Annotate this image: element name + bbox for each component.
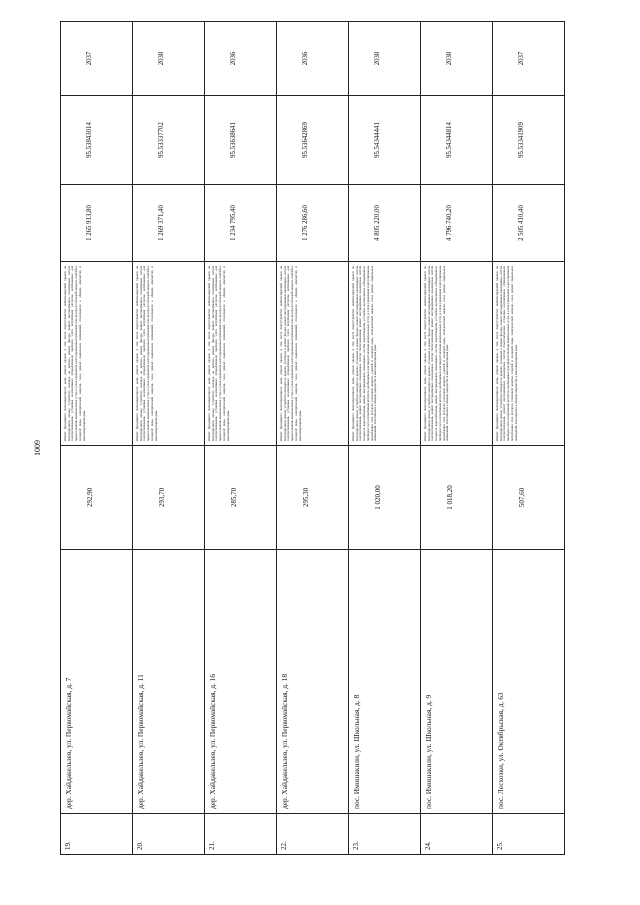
address-cell: дер. Хайдакельзев, ул. Первомайская, д. 18 bbox=[277, 550, 349, 814]
cost-value: 1 234 795,40 bbox=[230, 205, 237, 241]
address-cell: пос. Имишакили, ул. Школьная, д. 8 bbox=[349, 550, 421, 814]
cost-value: 4 805 220,00 bbox=[374, 205, 381, 241]
works-cell: Ремонт фундамента многоквартирного дома, ремонт крыши, в том числе переустройство невентилируемой крыши на вентилируемую крышу, устройство выходов на кровлю, ремонт фасада, ремонт внутридомовых инженерных систем электроснабжения, установка коллективных (общедомовых) приборов учета потребления ресурсов, необходимых для предоставления коммунальных услуг, и узлов управления и регулирования потребления этих ресурсов (тепловой энергии, горячей и холодной воды, электрической энергии, газа), ремонт подвальных помещений, относящихся к общему имуществу в многоквартирном доме bbox=[61, 262, 133, 446]
row-number-cell: 20. bbox=[133, 814, 205, 855]
year-value: 2038 bbox=[374, 51, 381, 66]
row-number-cell: 25. bbox=[493, 814, 565, 855]
address-cell: дер. Хайдакельзев, ул. Первомайская, д. 11 bbox=[133, 550, 205, 814]
year-value: 2036 bbox=[302, 51, 309, 66]
row-number-cell: 22. bbox=[277, 814, 349, 855]
cost-cell bbox=[349, 185, 421, 262]
repair-program-table bbox=[60, 21, 565, 855]
code-cell bbox=[61, 96, 133, 185]
code-value: 95.53638641 bbox=[230, 122, 237, 158]
table-row bbox=[61, 22, 133, 855]
code-cell bbox=[349, 96, 421, 185]
cost-cell bbox=[133, 185, 205, 262]
page-number: 1009 bbox=[33, 440, 42, 456]
year-value: 2037 bbox=[86, 51, 93, 66]
year-value: 2037 bbox=[518, 51, 525, 66]
cost-value: 1 269 371,40 bbox=[158, 205, 165, 241]
area-cell bbox=[205, 446, 277, 550]
table-row bbox=[133, 22, 205, 855]
cost-value: 1 265 913,80 bbox=[86, 205, 93, 241]
address-cell: дер. Хайдакельзев, ул. Первомайская, д. 16 bbox=[205, 550, 277, 814]
cost-cell bbox=[421, 185, 493, 262]
area-value: 285,70 bbox=[230, 487, 238, 508]
cost-value: 1 276 286,60 bbox=[302, 205, 309, 241]
cost-value: 4 796 740,20 bbox=[446, 205, 453, 241]
cost-cell bbox=[205, 185, 277, 262]
table-row bbox=[493, 22, 565, 855]
works-cell: Ремонт фундамента многоквартирного дома, ремонт крыши, в том числе переустройство невентилируемой крыши на вентилируемую крышу, устройство выходов на кровлю, ремонт фасада, ремонт внутридомовых инженерных систем электроснабжения, установка коллективных (общедомовых) приборов учета потребления ресурсов, необходимых для предоставления коммунальных услуг, и узлов управления и регулирования потребления этих ресурсов (тепловой энергии, горячей и холодной воды, электрической энергии, газа), ремонт подвальных помещений, относящихся к общему имуществу в многоквартирном доме bbox=[205, 262, 277, 446]
code-cell bbox=[421, 96, 493, 185]
cost-cell bbox=[277, 185, 349, 262]
code-value: 95.53843014 bbox=[86, 122, 93, 158]
table-row bbox=[421, 22, 493, 855]
area-value: 292,90 bbox=[86, 487, 94, 508]
address-cell: пос. Лесхозки, ул. Октябрьская, д. 63 bbox=[493, 550, 565, 814]
code-value: 95.54344814 bbox=[446, 122, 453, 158]
area-value: 1 018,20 bbox=[446, 485, 454, 510]
area-value: 295,30 bbox=[302, 487, 310, 508]
area-value: 293,70 bbox=[158, 487, 166, 508]
year-value: 2038 bbox=[158, 51, 165, 66]
row-number-cell: 24. bbox=[421, 814, 493, 855]
code-value: 95.53337702 bbox=[158, 122, 165, 158]
table-row bbox=[349, 22, 421, 855]
area-value: 507,60 bbox=[518, 487, 526, 508]
code-value: 95.53642869 bbox=[302, 122, 309, 158]
works-cell: Ремонт фундамента многоквартирного дома, ремонт крыши, в том числе переустройство невентилируемой крыши на вентилируемую крышу, устройство выходов на кровлю, утепление и ремонт фасада, ремонт внутридомовых инженерных систем электроснабжения, ремонт внутридомовых инженерных систем теплоснабжения, установка коллективных (общедомовых) приборов учета потребления ресурсов, необходимых для предоставления коммунальных услуг, и узлов управления и регулирования потребления этих ресурсов (тепловой энергии, горячей и холодной воды, электрической энергии, газа), ремонт подвальных помещений, относящихся к общему имуществу в многоквартирном доме bbox=[493, 262, 565, 446]
code-value: 95.53341909 bbox=[518, 122, 525, 158]
works-cell: Ремонт фундамента многоквартирного дома, ремонт крыши, в том числе переустройство невентилируемой крыши на вентилируемую крышу, устройство выходов на кровлю, утепление и ремонт фасада, ремонт внутридомовых инженерных систем электроснабжения, установка коллективных (общедомовых) приборов учета потребления ресурсов, необходимых для предоставления коммунальных услуг, и узлов управления и регулирования потребления этих ресурсов (тепловой энергии, горячей и холодной воды, электрической энергии, газа), ремонт подвальных помещений, относящихся к общему имуществу в многоквартирном доме bbox=[277, 262, 349, 446]
cost-cell bbox=[493, 185, 565, 262]
works-cell: Ремонт фундамента многоквартирного дома, ремонт крыши, в том числе переустройство невентилируемой крыши на вентилируемую крышу, устройство выходов на кровлю, ремонт фасада, ремонт внутридомовых инженерных систем электроснабжения, установка коллективных (общедомовых) приборов учета потребления ресурсов, необходимых для предоставления коммунальных услуг, и узлов управления и регулирования потребления этих ресурсов (тепловой энергии, горячей и холодной воды, электрической энергии, газа), ремонт подвальных помещений, относящихся к общему имуществу в многоквартирном доме bbox=[133, 262, 205, 446]
area-cell bbox=[493, 446, 565, 550]
area-cell bbox=[277, 446, 349, 550]
cost-cell bbox=[61, 185, 133, 262]
area-cell bbox=[421, 446, 493, 550]
address-cell: пос. Имишакили, ул. Школьная, д. 9 bbox=[421, 550, 493, 814]
code-cell bbox=[205, 96, 277, 185]
year-value: 2036 bbox=[230, 51, 237, 66]
row-number-cell: 19. bbox=[61, 814, 133, 855]
table-row bbox=[277, 22, 349, 855]
year-cell bbox=[421, 22, 493, 96]
table-body bbox=[61, 22, 565, 855]
area-cell bbox=[349, 446, 421, 550]
code-cell bbox=[277, 96, 349, 185]
works-cell: Ремонт фундамента многоквартирного дома, ремонт крыши, в том числе переустройство невентилируемой крыши на вентилируемую крышу, устройство выходов на кровлю, утепление и ремонт фасада, ремонт внутридомовых инженерных систем электроснабжения, ремонт внутридомовых инженерных систем теплоснабжения, ремонт внутридомовых инженерных систем холодного водоснабжения, ремонт внутридомовых инженерных систем водоотведения, установка коллективных (общедомовых) приборов учета потребления ресурсов, необходимых для предоставления коммунальных услуг, и узлов управления и регулирования потребления этих ресурсов (тепловой энергии, горячей и холодной воды, электрической энергии, газа), ремонт подвальных помещений, относящихся к общему имуществу в многоквартирном доме bbox=[349, 262, 421, 446]
year-value: 2038 bbox=[446, 51, 453, 66]
row-number-cell: 21. bbox=[205, 814, 277, 855]
rotated-table-content bbox=[60, 51, 565, 855]
cost-value: 2 505 410,40 bbox=[518, 205, 525, 241]
code-cell bbox=[133, 96, 205, 185]
year-cell bbox=[493, 22, 565, 96]
row-number-cell: 23. bbox=[349, 814, 421, 855]
area-cell bbox=[133, 446, 205, 550]
year-cell bbox=[133, 22, 205, 96]
year-cell bbox=[277, 22, 349, 96]
rotated-table-frame bbox=[60, 51, 565, 855]
area-cell bbox=[61, 446, 133, 550]
works-cell: Ремонт фундамента многоквартирного дома, ремонт крыши, в том числе переустройство невентилируемой крыши на вентилируемую крышу, устройство выходов на кровлю, утепление и ремонт фасада, ремонт внутридомовых инженерных систем электроснабжения, ремонт внутридомовых инженерных систем теплоснабжения, ремонт внутридомовых инженерных систем холодного водоснабжения, ремонт внутридомовых инженерных систем водоотведения, установка коллективных (общедомовых) приборов учета потребления ресурсов, необходимых для предоставления коммунальных услуг, и узлов управления и регулирования потребления этих ресурсов (тепловой энергии, горячей и холодной воды, электрической энергии, газа), ремонт подвальных помещений, относящихся к общему имуществу в многоквартирном доме bbox=[421, 262, 493, 446]
table-row bbox=[205, 22, 277, 855]
area-value: 1 020,00 bbox=[374, 485, 382, 510]
year-cell bbox=[61, 22, 133, 96]
year-cell bbox=[349, 22, 421, 96]
code-cell bbox=[493, 96, 565, 185]
year-cell bbox=[205, 22, 277, 96]
code-value: 95.54344441 bbox=[374, 122, 381, 158]
address-cell: дер. Хайдакельзев, ул. Первомайская, д. 7 bbox=[61, 550, 133, 814]
